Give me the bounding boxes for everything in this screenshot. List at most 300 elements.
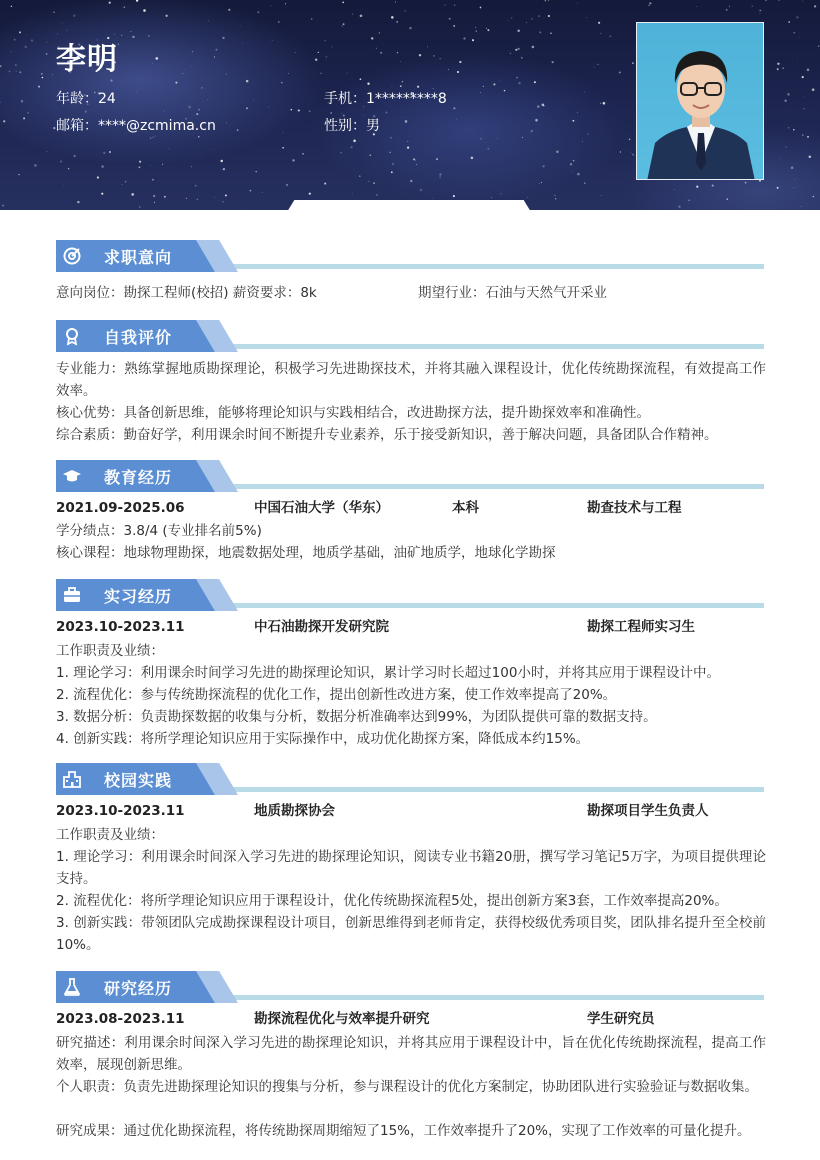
star [208, 99, 209, 100]
star [449, 18, 451, 20]
star [500, 80, 501, 81]
star [545, 0, 547, 1]
star [433, 198, 434, 199]
star [409, 27, 411, 29]
star [18, 174, 19, 175]
star [131, 193, 134, 196]
star [386, 112, 388, 114]
star [315, 59, 317, 61]
star [16, 71, 17, 72]
star [777, 63, 779, 65]
star [453, 25, 455, 27]
star [788, 127, 789, 128]
star [793, 187, 794, 188]
star [597, 64, 598, 65]
intern-item-3: 3. 数据分析：负责勘探数据的收集与分析，数据分析准确率达到99%，为团队提供可靠的数据支持。 [56, 709, 657, 725]
star [427, 47, 428, 48]
star [31, 39, 33, 41]
star [439, 173, 441, 175]
star [103, 152, 105, 154]
star [225, 194, 227, 196]
star [352, 14, 353, 15]
section-header-intern [56, 579, 764, 611]
star [153, 137, 154, 138]
star [153, 64, 154, 65]
star [85, 110, 88, 113]
intent-position: 意向岗位：勘探工程师(校招) [56, 285, 229, 301]
star [201, 87, 202, 88]
campus-lead: 工作职责及业绩： [56, 827, 164, 843]
star [370, 155, 371, 156]
star [188, 106, 191, 109]
star [162, 164, 163, 165]
star [150, 138, 151, 139]
star [281, 82, 283, 84]
star [34, 164, 37, 167]
star [814, 5, 816, 7]
star [226, 123, 227, 124]
star [515, 49, 517, 51]
star [222, 201, 223, 202]
star [779, 158, 780, 159]
star [191, 66, 192, 67]
star [367, 83, 369, 85]
star [536, 1, 537, 2]
award-icon [62, 326, 82, 346]
star [165, 15, 167, 17]
star [648, 4, 650, 6]
star [253, 99, 254, 100]
star [407, 141, 408, 142]
star [765, 0, 766, 1]
star [343, 23, 345, 25]
section-header-intent [56, 240, 764, 272]
star [813, 196, 815, 198]
star [407, 146, 409, 148]
star [629, 139, 631, 141]
star [208, 20, 209, 21]
star [203, 101, 204, 102]
star [19, 71, 21, 73]
star [139, 166, 141, 168]
star [154, 202, 155, 203]
star [600, 103, 601, 104]
star [678, 206, 680, 208]
section-title: 求职意向 [104, 248, 173, 267]
star [444, 5, 445, 6]
star [586, 17, 587, 18]
campus-role: 勘探项目学生负责人 [587, 803, 709, 819]
campus-item-3: 3. 创新实践：带领团队完成勘探课程设计项目，创新思维得到老师肯定，获得校级优秀项目奖，团队排名提升至全校前10%。 [56, 915, 766, 953]
star [471, 157, 474, 160]
star [215, 149, 216, 150]
star [777, 68, 779, 70]
star [550, 32, 552, 34]
star [786, 147, 787, 148]
star [778, 0, 779, 1]
star [521, 57, 522, 58]
star [405, 10, 406, 11]
star [124, 6, 126, 8]
star [330, 112, 331, 113]
star [290, 109, 292, 111]
star [453, 107, 455, 109]
star [601, 33, 602, 34]
star [440, 177, 441, 178]
star [632, 62, 634, 64]
campus-row [56, 800, 766, 822]
star [555, 195, 556, 196]
star [674, 189, 675, 190]
star [320, 73, 321, 74]
star [41, 73, 42, 74]
star [218, 201, 219, 202]
star [326, 56, 328, 58]
star [396, 21, 398, 23]
intent-salary: 薪资要求：8k [232, 285, 317, 301]
star [255, 171, 257, 173]
star [793, 129, 795, 131]
star [516, 77, 517, 78]
star [538, 15, 540, 17]
star [487, 29, 489, 31]
star [139, 206, 140, 207]
star [787, 93, 790, 96]
education-school: 中国石油大学（华东） [254, 500, 389, 516]
star [0, 102, 1, 104]
section-title: 实习经历 [104, 587, 173, 606]
star [360, 14, 363, 17]
star [197, 199, 198, 200]
star [400, 61, 401, 62]
star [74, 155, 76, 157]
star [543, 165, 545, 167]
star [517, 29, 520, 32]
star [400, 85, 402, 87]
star [548, 15, 550, 17]
section-title: 校园实践 [104, 771, 173, 790]
star [191, 166, 192, 167]
star [573, 160, 575, 162]
star [463, 37, 465, 39]
star [727, 198, 728, 199]
star [531, 18, 533, 20]
star [410, 180, 412, 182]
phone-info: 手机：1*********8 [324, 91, 447, 107]
research-row [56, 1008, 766, 1030]
star [504, 90, 506, 92]
star [318, 52, 319, 53]
star [802, 134, 804, 136]
star [448, 69, 449, 70]
star [148, 35, 150, 37]
star [155, 136, 156, 137]
star [809, 155, 812, 158]
star [555, 198, 556, 199]
star [454, 4, 455, 5]
star [486, 28, 487, 29]
star [609, 35, 611, 37]
star [215, 49, 217, 51]
star [156, 57, 159, 60]
star [110, 79, 112, 81]
star [469, 119, 470, 120]
star [249, 190, 251, 192]
star [541, 182, 542, 183]
star [19, 31, 21, 33]
star [390, 152, 391, 153]
star [527, 197, 528, 198]
email-value: ****@zcmima.cn [98, 118, 216, 134]
star [340, 152, 341, 153]
gender-info: 性别：男 [324, 118, 380, 134]
star [782, 67, 783, 68]
research-result: 研究成果：通过优化勘探流程，将传统勘探周期缩短了15%，工作效率提升了20%，实现了工作效率的可量化提升。 [56, 1123, 751, 1139]
star [392, 163, 393, 164]
star [63, 185, 64, 186]
star [121, 35, 122, 36]
star [283, 132, 284, 133]
star [459, 61, 461, 63]
star [582, 141, 583, 142]
star [347, 73, 348, 74]
star [752, 5, 753, 6]
star [271, 5, 272, 6]
star [240, 26, 241, 27]
star [351, 146, 353, 148]
research-description: 研究描述：利用课余时间深入学习先进的勘探理论知识，并将其应用于课程设计中，旨在优化传统勘探流程，提高工作效率，展现创新思维。 [56, 1035, 766, 1073]
star [0, 65, 1, 67]
campus-item-2: 2. 流程优化：将所学理论知识应用于课程设计，优化传统勘探流程5处，提出创新方案3套，工作效率提高20%。 [56, 893, 728, 909]
star [795, 179, 796, 180]
star [797, 60, 798, 61]
header-notch [287, 200, 531, 210]
education-row [56, 497, 766, 519]
intern-date: 2023.10-2023.11 [56, 619, 185, 635]
campus-date: 2023.10-2023.11 [56, 803, 185, 819]
star [390, 137, 392, 139]
star [286, 184, 288, 186]
star [3, 120, 5, 122]
intent-industry: 期望行业：石油与天然气开采业 [418, 285, 607, 301]
star [14, 39, 16, 41]
intern-item-2: 2. 流程优化：参与传统勘探流程的优化工作，提出创新性改进方案，使工作效率提高了20%。 [56, 687, 617, 703]
star [198, 136, 199, 137]
intern-item-1: 1. 理论学习：利用课余时间学习先进的勘探理论知识，累计学习时长超过100小时，并将其应用于课程设计中。 [56, 665, 720, 681]
star [405, 120, 408, 123]
education-degree: 本科 [452, 500, 479, 516]
star [807, 69, 810, 72]
star [517, 48, 519, 50]
flask-icon [62, 977, 82, 997]
star [391, 16, 394, 19]
star [395, 2, 396, 3]
section-title: 教育经历 [104, 468, 173, 487]
star [594, 67, 595, 68]
star [175, 82, 177, 84]
star [195, 185, 197, 187]
star [246, 107, 248, 109]
star [537, 105, 539, 107]
star [818, 46, 819, 47]
star [324, 183, 326, 185]
star [556, 150, 559, 153]
star [511, 17, 512, 18]
star [257, 11, 259, 13]
star [577, 3, 578, 4]
star [797, 69, 798, 70]
star [2, 205, 4, 207]
star [138, 8, 139, 9]
star [402, 117, 403, 118]
star [24, 46, 27, 49]
star [632, 154, 634, 156]
star [543, 105, 545, 107]
star [68, 168, 69, 169]
star [309, 110, 311, 112]
star [726, 9, 728, 11]
education-date: 2021.09-2025.06 [56, 500, 185, 516]
star [295, 52, 296, 53]
star [136, 91, 137, 92]
section-header-education [56, 460, 764, 492]
star [457, 71, 459, 73]
star [352, 193, 353, 194]
star [23, 117, 25, 119]
star [475, 27, 476, 28]
star [584, 182, 585, 183]
star [497, 138, 498, 139]
star [729, 6, 730, 7]
intern-lead: 工作职责及业绩： [56, 643, 164, 659]
star [242, 43, 243, 44]
star [799, 37, 800, 38]
star [222, 37, 224, 39]
gender-value: 男 [366, 118, 380, 134]
star [373, 182, 375, 184]
star [440, 58, 441, 59]
star [11, 51, 12, 52]
star [198, 109, 200, 111]
star [6, 40, 7, 41]
star [548, 0, 549, 1]
intent-row [56, 282, 766, 304]
education-gpa: 学分绩点：3.8/4 (专业排名前5%) [56, 523, 262, 539]
target-icon [62, 246, 82, 266]
star [587, 134, 588, 135]
star [97, 176, 99, 178]
star [268, 107, 269, 108]
star [380, 52, 382, 54]
star [777, 187, 779, 189]
star [183, 73, 184, 74]
star [164, 196, 166, 198]
star [788, 21, 790, 23]
star [237, 129, 239, 131]
star [807, 136, 809, 138]
star [376, 194, 378, 196]
star [598, 22, 600, 24]
research-topic: 勘探流程优化与效率提升研究 [254, 1011, 430, 1027]
star [214, 56, 215, 57]
star [415, 160, 416, 161]
header-banner [0, 0, 820, 210]
star [402, 81, 403, 82]
star [353, 139, 356, 142]
star [510, 53, 511, 54]
self-quality: 综合素质：勤奋好学，利用课余时间不断提升专业素养，乐于接受新知识，善于解决问题，具备团队合作精神。 [56, 427, 718, 443]
star [577, 173, 580, 176]
star [136, 0, 138, 2]
star [46, 53, 48, 55]
star [223, 168, 225, 170]
education-courses: 核心课程：地球物理勘探，地震数据处理，地质学基础，油矿地质学，地球化学勘探 [56, 545, 556, 561]
star [150, 165, 151, 166]
star [760, 13, 761, 14]
star [292, 159, 294, 161]
self-professional: 专业能力：熟练掌握地质勘探理论，积极学习先进勘探技术，并将其融入课程设计，优化传统勘探流程，有效提高工作效率。 [56, 361, 766, 399]
avatar [636, 22, 764, 180]
star [552, 61, 554, 63]
phone-value: 1*********8 [366, 91, 447, 107]
star [164, 110, 165, 111]
avatar-portrait [637, 23, 764, 180]
intern-role: 勘探工程师实习生 [587, 619, 695, 635]
star [73, 15, 75, 17]
star [202, 158, 203, 159]
star [62, 23, 63, 24]
star [802, 1, 803, 2]
star [480, 92, 481, 93]
star [712, 185, 714, 187]
star [325, 40, 326, 41]
research-duty: 个人职责：负责先进勘探理论知识的搜集与分析，参与课程设计的优化方案制定，协助团队进行实验验证与数据收集。 [56, 1079, 758, 1095]
intern-item-4: 4. 创新实践：将所学理论知识应用于实际操作中，成功优化勘探方案，降低成本约15%。 [56, 731, 590, 747]
star [456, 119, 457, 120]
star [397, 52, 398, 53]
star [793, 32, 795, 34]
star [601, 195, 602, 196]
star [787, 108, 788, 109]
email-info: 邮箱：****@zcmima.cn [56, 118, 216, 134]
candidate-name: 李明 [56, 42, 118, 77]
star [302, 153, 303, 154]
star [246, 80, 249, 83]
star [47, 42, 48, 43]
star [491, 197, 492, 198]
intern-org: 中石油勘探开发研究院 [254, 619, 389, 635]
star [518, 82, 520, 84]
star [331, 46, 332, 47]
section-title: 研究经历 [104, 979, 173, 998]
star [619, 71, 621, 73]
star [570, 163, 572, 165]
star [262, 192, 263, 193]
star [784, 100, 786, 102]
star [130, 31, 131, 32]
star [47, 151, 48, 152]
star [60, 161, 62, 163]
star [278, 21, 280, 23]
age-info: 年龄：24 [56, 91, 116, 107]
campus-org: 地质勘探协会 [254, 803, 335, 819]
star [791, 166, 794, 169]
star [132, 36, 134, 38]
star [214, 197, 215, 198]
star [487, 148, 489, 150]
star [109, 151, 111, 153]
star [420, 189, 423, 192]
